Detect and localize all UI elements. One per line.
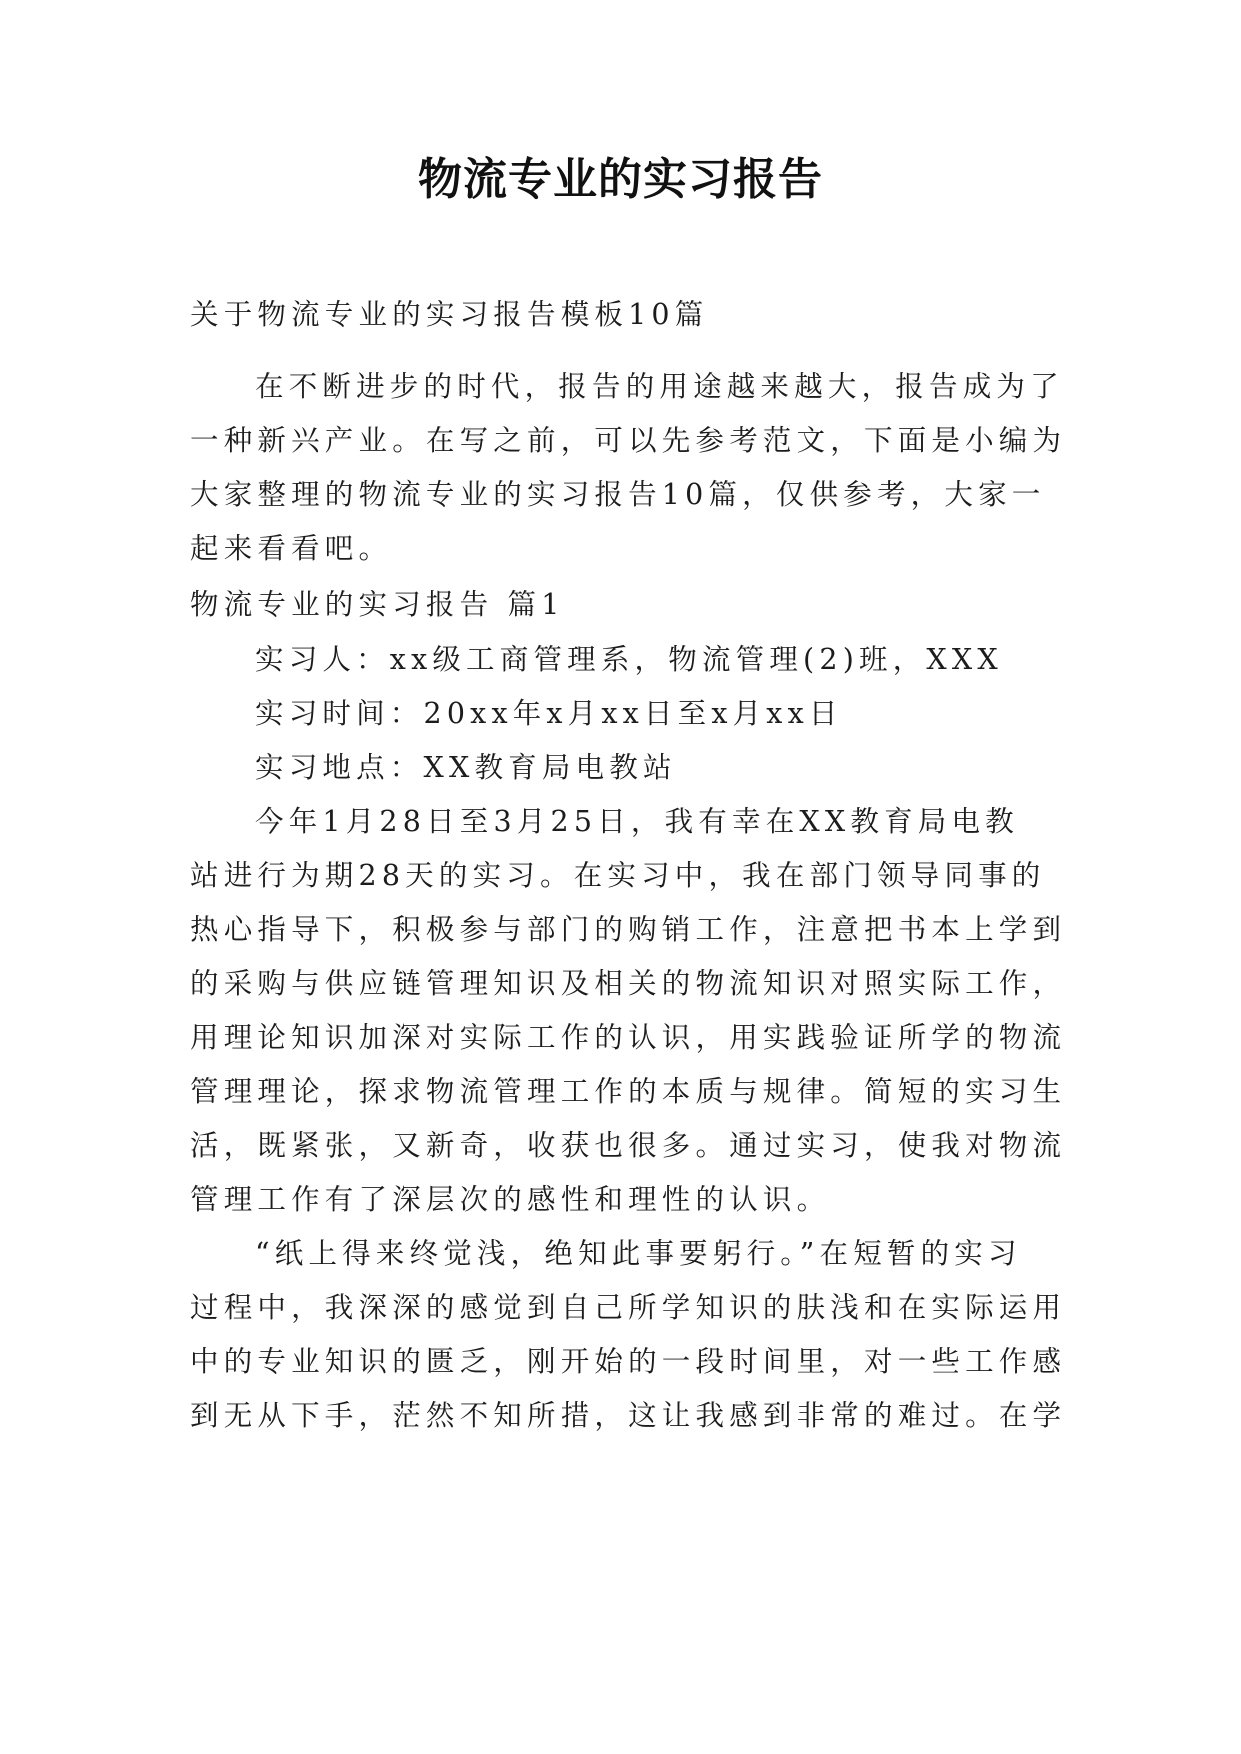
info-location: 实习地点：XX教育局电教站 [255, 751, 677, 784]
body-line: 热心指导下，积极参与部门的购销工作，注意把书本上学到 [190, 913, 1067, 946]
body-line: 的采购与供应链管理知识及相关的物流知识对照实际工作， [190, 967, 1067, 1000]
body-line: 管理工作有了深层次的感性和理性的认识。 [190, 1183, 831, 1216]
body-line: 用理论知识加深对实际工作的认识，用实践验证所学的物流 [190, 1021, 1067, 1054]
section-heading: 物流专业的实习报告 篇1 [190, 588, 565, 621]
info-time: 实习时间：20xx年x月xx日至x月xx日 [255, 697, 843, 730]
body-line: 中的专业知识的匮乏，刚开始的一段时间里，对一些工作感 [190, 1345, 1067, 1378]
intro-line: 起来看看吧。 [190, 532, 393, 565]
document-title: 物流专业的实习报告 [418, 154, 823, 205]
intro-line: 在不断进步的时代，报告的用途越来越大，报告成为了 [255, 370, 1064, 403]
document-subtitle: 关于物流专业的实习报告模板10篇 [190, 298, 709, 331]
body-line: 到无从下手，茫然不知所措，这让我感到非常的难过。在学 [190, 1399, 1067, 1432]
body-line: 管理理论，探求物流管理工作的本质与规律。简短的实习生 [190, 1075, 1067, 1108]
intro-line: 一种新兴产业。在写之前，可以先参考范文，下面是小编为 [190, 424, 1067, 457]
body-line: 活，既紧张，又新奇，收获也很多。通过实习，使我对物流 [190, 1129, 1067, 1162]
body-line: 站进行为期28天的实习。在实习中，我在部门领导同事的 [190, 859, 1046, 892]
info-intern: 实习人：xx级工商管理系，物流管理(2)班，XXX [255, 643, 1003, 676]
body-line: “纸上得来终觉浅，绝知此事要躬行。”在短暂的实习 [255, 1237, 1022, 1270]
body-line: 今年1月28日至3月25日，我有幸在XX教育局电教 [255, 805, 1019, 838]
body-line: 过程中，我深深的感觉到自己所学知识的肤浅和在实际运用 [190, 1291, 1067, 1324]
intro-line: 大家整理的物流专业的实习报告10篇，仅供参考，大家一 [190, 478, 1046, 511]
